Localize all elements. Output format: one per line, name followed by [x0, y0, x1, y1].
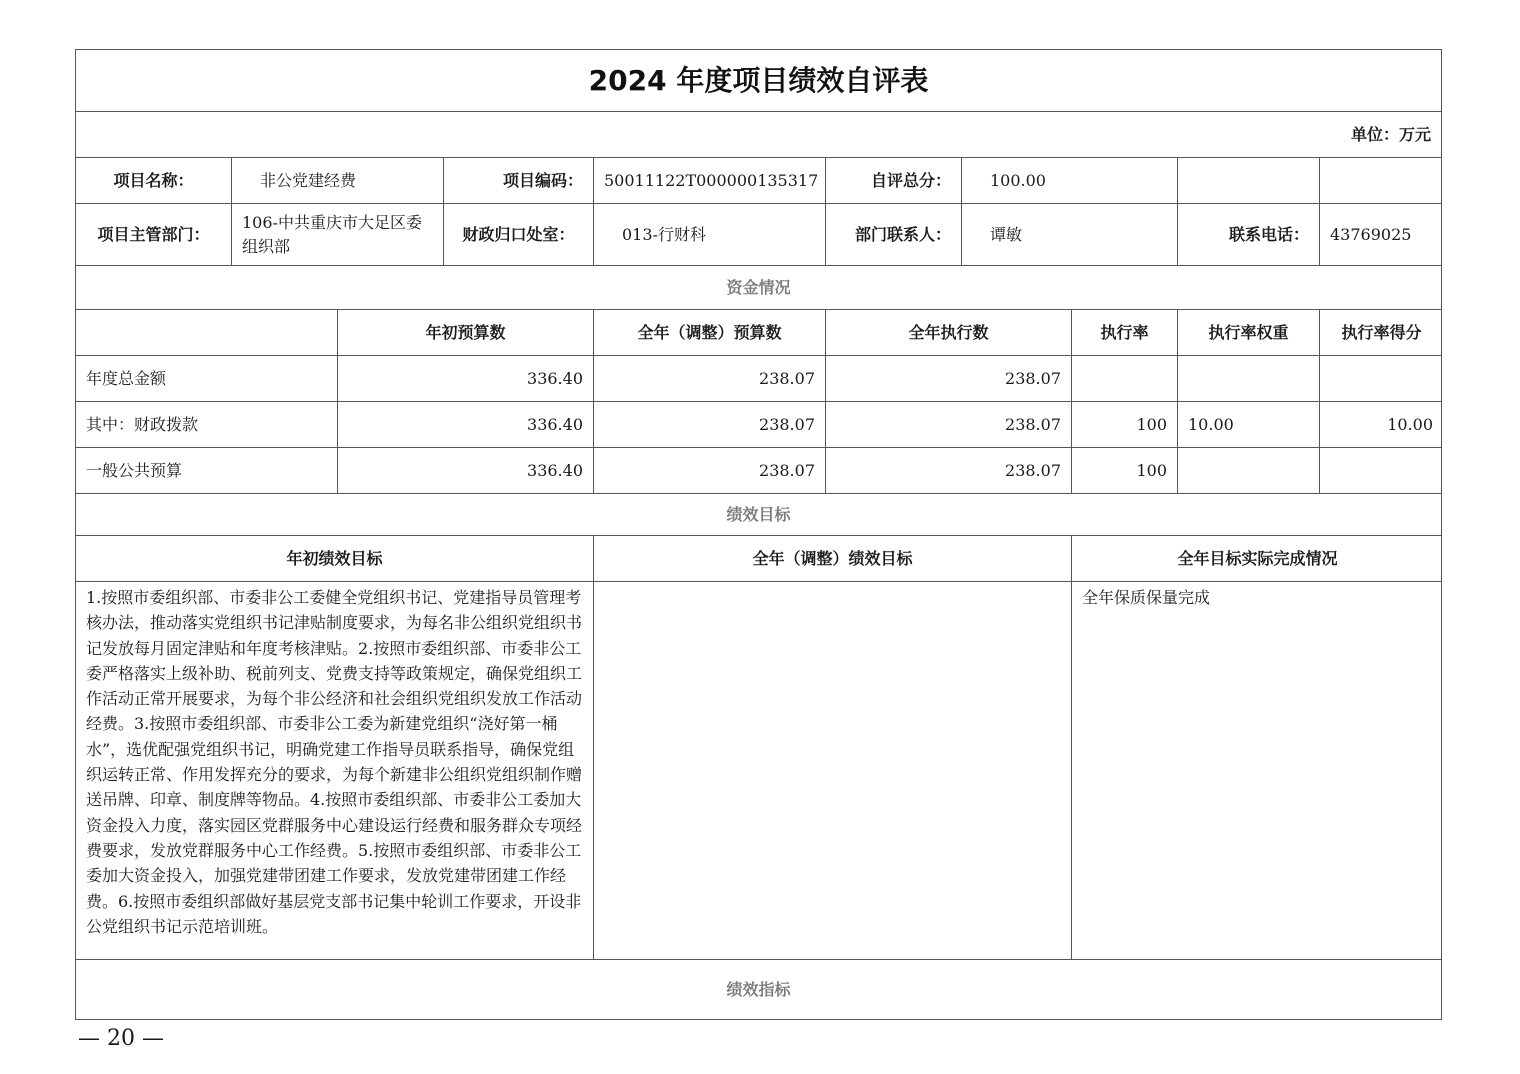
unit-row: [76, 112, 1441, 158]
indicators-section-title: 绩效指标: [726, 979, 791, 999]
table-row: [76, 448, 1441, 494]
fund-row-initial: 336.40: [338, 448, 594, 493]
fund-row-rate: 100: [1072, 448, 1178, 493]
fund-row-executed: 238.07: [826, 402, 1072, 447]
empty-cell: [1320, 158, 1443, 203]
score-value: 100.00: [962, 158, 1178, 203]
phone-value: 43769025: [1330, 224, 1412, 244]
actual-completion-text: 全年保质保量完成: [1082, 588, 1211, 607]
fund-row-initial: 336.40: [338, 356, 594, 401]
dept-value: 106-中共重庆市大足区委组织部: [232, 204, 444, 265]
fund-row-rate: 100: [1072, 402, 1178, 447]
goals-section-row: [76, 494, 1441, 536]
fund-row-weight: [1178, 356, 1320, 401]
unit-label: 单位：万元: [1350, 124, 1431, 144]
funds-header-weight: 执行率权重: [1178, 310, 1320, 355]
fund-row-name: 年度总金额: [76, 356, 338, 401]
contact-value: 谭敏: [962, 204, 1178, 265]
project-code-value: 50011122T000000135317: [594, 158, 826, 203]
funds-header-adjusted: 全年（调整）预算数: [594, 310, 826, 355]
goals-header-actual: 全年目标实际完成情况: [1177, 548, 1338, 568]
fund-row-weight: [1178, 448, 1320, 493]
project-code-label: 项目编码：: [444, 158, 594, 203]
indicators-section-row: [76, 960, 1441, 1019]
title-row: [76, 50, 1441, 112]
funds-header-initial: 年初预算数: [338, 310, 594, 355]
fund-row-adjusted: 238.07: [594, 448, 826, 493]
fund-row-weight: 10.00: [1178, 402, 1320, 447]
goals-header-adjusted: 全年（调整）绩效目标: [594, 536, 1072, 581]
fund-row-adjusted: 238.07: [594, 356, 826, 401]
fund-row-score: [1320, 356, 1443, 401]
goals-header-initial: 年初绩效目标: [76, 536, 594, 581]
fund-row-executed: 238.07: [826, 356, 1072, 401]
performance-self-evaluation-table: [75, 49, 1442, 1020]
empty-cell: [1178, 158, 1320, 203]
table-row: [76, 402, 1441, 448]
page-number: — 20 —: [78, 1026, 164, 1051]
finance-label: 财政归口处室：: [444, 204, 594, 265]
dept-label: 项目主管部门：: [76, 204, 232, 265]
contact-label: 部门联系人：: [826, 204, 962, 265]
info-row-2: [76, 204, 1441, 266]
phone-label: 联系电话：: [1178, 204, 1320, 265]
funds-header-blank: [76, 310, 338, 355]
score-label: 自评总分：: [826, 158, 962, 203]
page-title: 2024 年度项目绩效自评表: [588, 63, 929, 97]
funds-section-row: [76, 266, 1441, 310]
fund-row-score: 10.00: [1387, 414, 1433, 434]
adjusted-goal-text: [594, 582, 1072, 959]
funds-header-rate: 执行率: [1072, 310, 1178, 355]
funds-header-score: 执行率得分: [1341, 322, 1422, 342]
goals-header-row: [76, 536, 1441, 582]
fund-row-executed: 238.07: [826, 448, 1072, 493]
funds-header-row: [76, 310, 1441, 356]
initial-goal-text: 1.按照市委组织部、市委非公工委健全党组织书记、党建指导员管理考核办法，推动落实党组织书记津贴制度要求，为每名非公组织党组织书记发放每月固定津贴和年度考核津贴。2.按照市委组织部、市委非公工委严格落实上级补助、税前列支、党费支持等政策规定，确保党组织工作活动正常开展要求，为每个非公经济和社会组织党组织发放工作活动经费。3.按照市委组织部、市委非公工委为新建党组织“浇好第一桶水”，选优配强党组织书记，明确党建工作指导员联系指导，确保党组织运转正常、作用发挥充分的要求，为每个新建非公组织党组织制作赠送吊牌、印章、制度牌等物品。4.按照市委组织部、市委非公工委加大资金投入力度，落实园区党群服务中心建设运行经费和服务群众专项经费要求，发放党群服务中心工作经费。5.按照市委组织部、市委非公工委加大资金投入，加强党建带团建工作要求，发放党建带团建工作经费。6.按照市委组织部做好基层党支部书记集中轮训工作要求，开设非公党组织书记示范培训班。: [76, 582, 594, 959]
funds-header-executed: 全年执行数: [826, 310, 1072, 355]
project-name-label: 项目名称：: [76, 158, 232, 203]
table-row: [76, 356, 1441, 402]
funds-section-title: 资金情况: [726, 277, 791, 297]
fund-row-name: 其中：财政拨款: [76, 402, 338, 447]
fund-row-adjusted: 238.07: [594, 402, 826, 447]
finance-value: 013-行财科: [594, 204, 826, 265]
fund-row-initial: 336.40: [338, 402, 594, 447]
fund-row-score: [1320, 448, 1443, 493]
info-row-1: [76, 158, 1441, 204]
project-name-value: 非公党建经费: [232, 158, 444, 203]
fund-row-name: 一般公共预算: [76, 448, 338, 493]
fund-row-rate: [1072, 356, 1178, 401]
goals-section-title: 绩效目标: [726, 504, 791, 524]
goals-content-row: [76, 582, 1441, 960]
